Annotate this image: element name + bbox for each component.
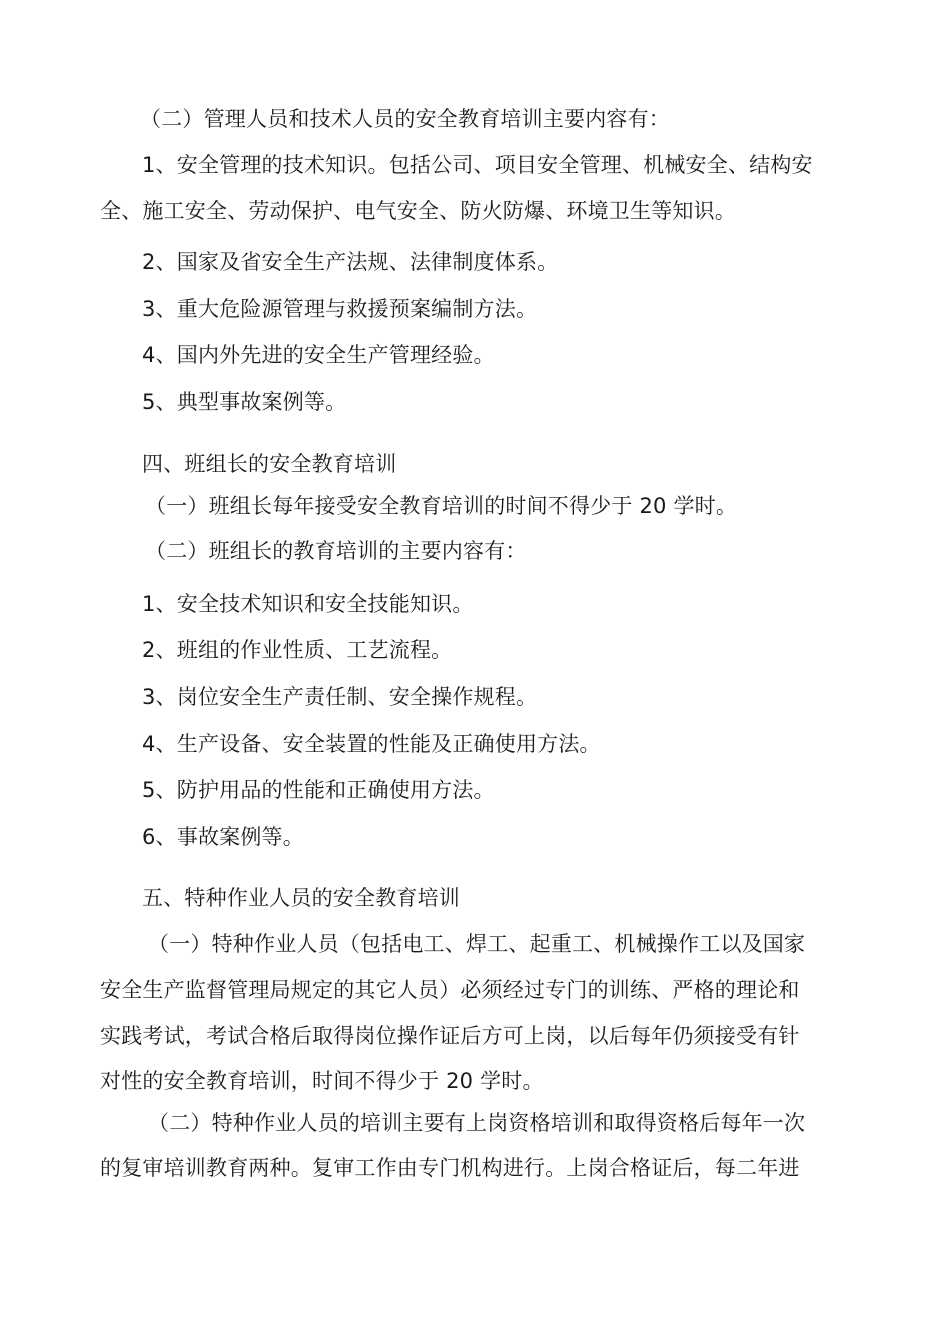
list-item: 2、班组的作业性质、工艺流程。 [142, 638, 453, 662]
list-item: 4、国内外先进的安全生产管理经验。 [142, 343, 495, 367]
list-item: 2、国家及省安全生产法规、法律制度体系。 [142, 250, 559, 274]
list-item: 4、生产设备、安全装置的性能及正确使用方法。 [142, 732, 601, 756]
list-item: 3、重大危险源管理与救援预案编制方法。 [142, 297, 538, 321]
paragraph-line: 1、安全管理的技术知识。包括公司、项目安全管理、机械安全、结构安 [142, 153, 813, 177]
paragraph-line: 安全生产监督管理局规定的其它人员）必须经过专门的训练、严格的理论和 [100, 978, 800, 1002]
list-item: 1、安全技术知识和安全技能知识。 [142, 592, 474, 616]
paragraph-line: 实践考试，考试合格后取得岗位操作证后方可上岗，以后每年仍须接受有针 [100, 1024, 800, 1048]
paragraph-line: （一）班组长每年接受安全教育培训的时间不得少于 20 学时。 [145, 494, 738, 518]
paragraph-line: 的复审培训教育两种。复审工作由专门机构进行。上岗合格证后，每二年进 [100, 1156, 800, 1180]
paragraph-line: 全、施工安全、劳动保护、电气安全、防火防爆、环境卫生等知识。 [100, 199, 736, 223]
list-item: 5、防护用品的性能和正确使用方法。 [142, 778, 495, 802]
list-item: 3、岗位安全生产责任制、安全操作规程。 [142, 685, 538, 709]
section-heading: 五、特种作业人员的安全教育培训 [142, 886, 460, 910]
paragraph-line: （一）特种作业人员（包括电工、焊工、起重工、机械操作工以及国家 [148, 932, 806, 956]
paragraph-line: 对性的安全教育培训，时间不得少于 20 学时。 [100, 1069, 544, 1093]
list-item: 5、典型事故案例等。 [142, 390, 347, 414]
paragraph-line: （二）班组长的教育培训的主要内容有： [145, 539, 527, 563]
list-item: 6、事故案例等。 [142, 825, 304, 849]
paragraph-line: （二）特种作业人员的培训主要有上岗资格培训和取得资格后每年一次 [148, 1111, 806, 1135]
section-heading-management-training: （二）管理人员和技术人员的安全教育培训主要内容有： [140, 107, 670, 131]
section-heading: 四、班组长的安全教育培训 [142, 452, 397, 476]
